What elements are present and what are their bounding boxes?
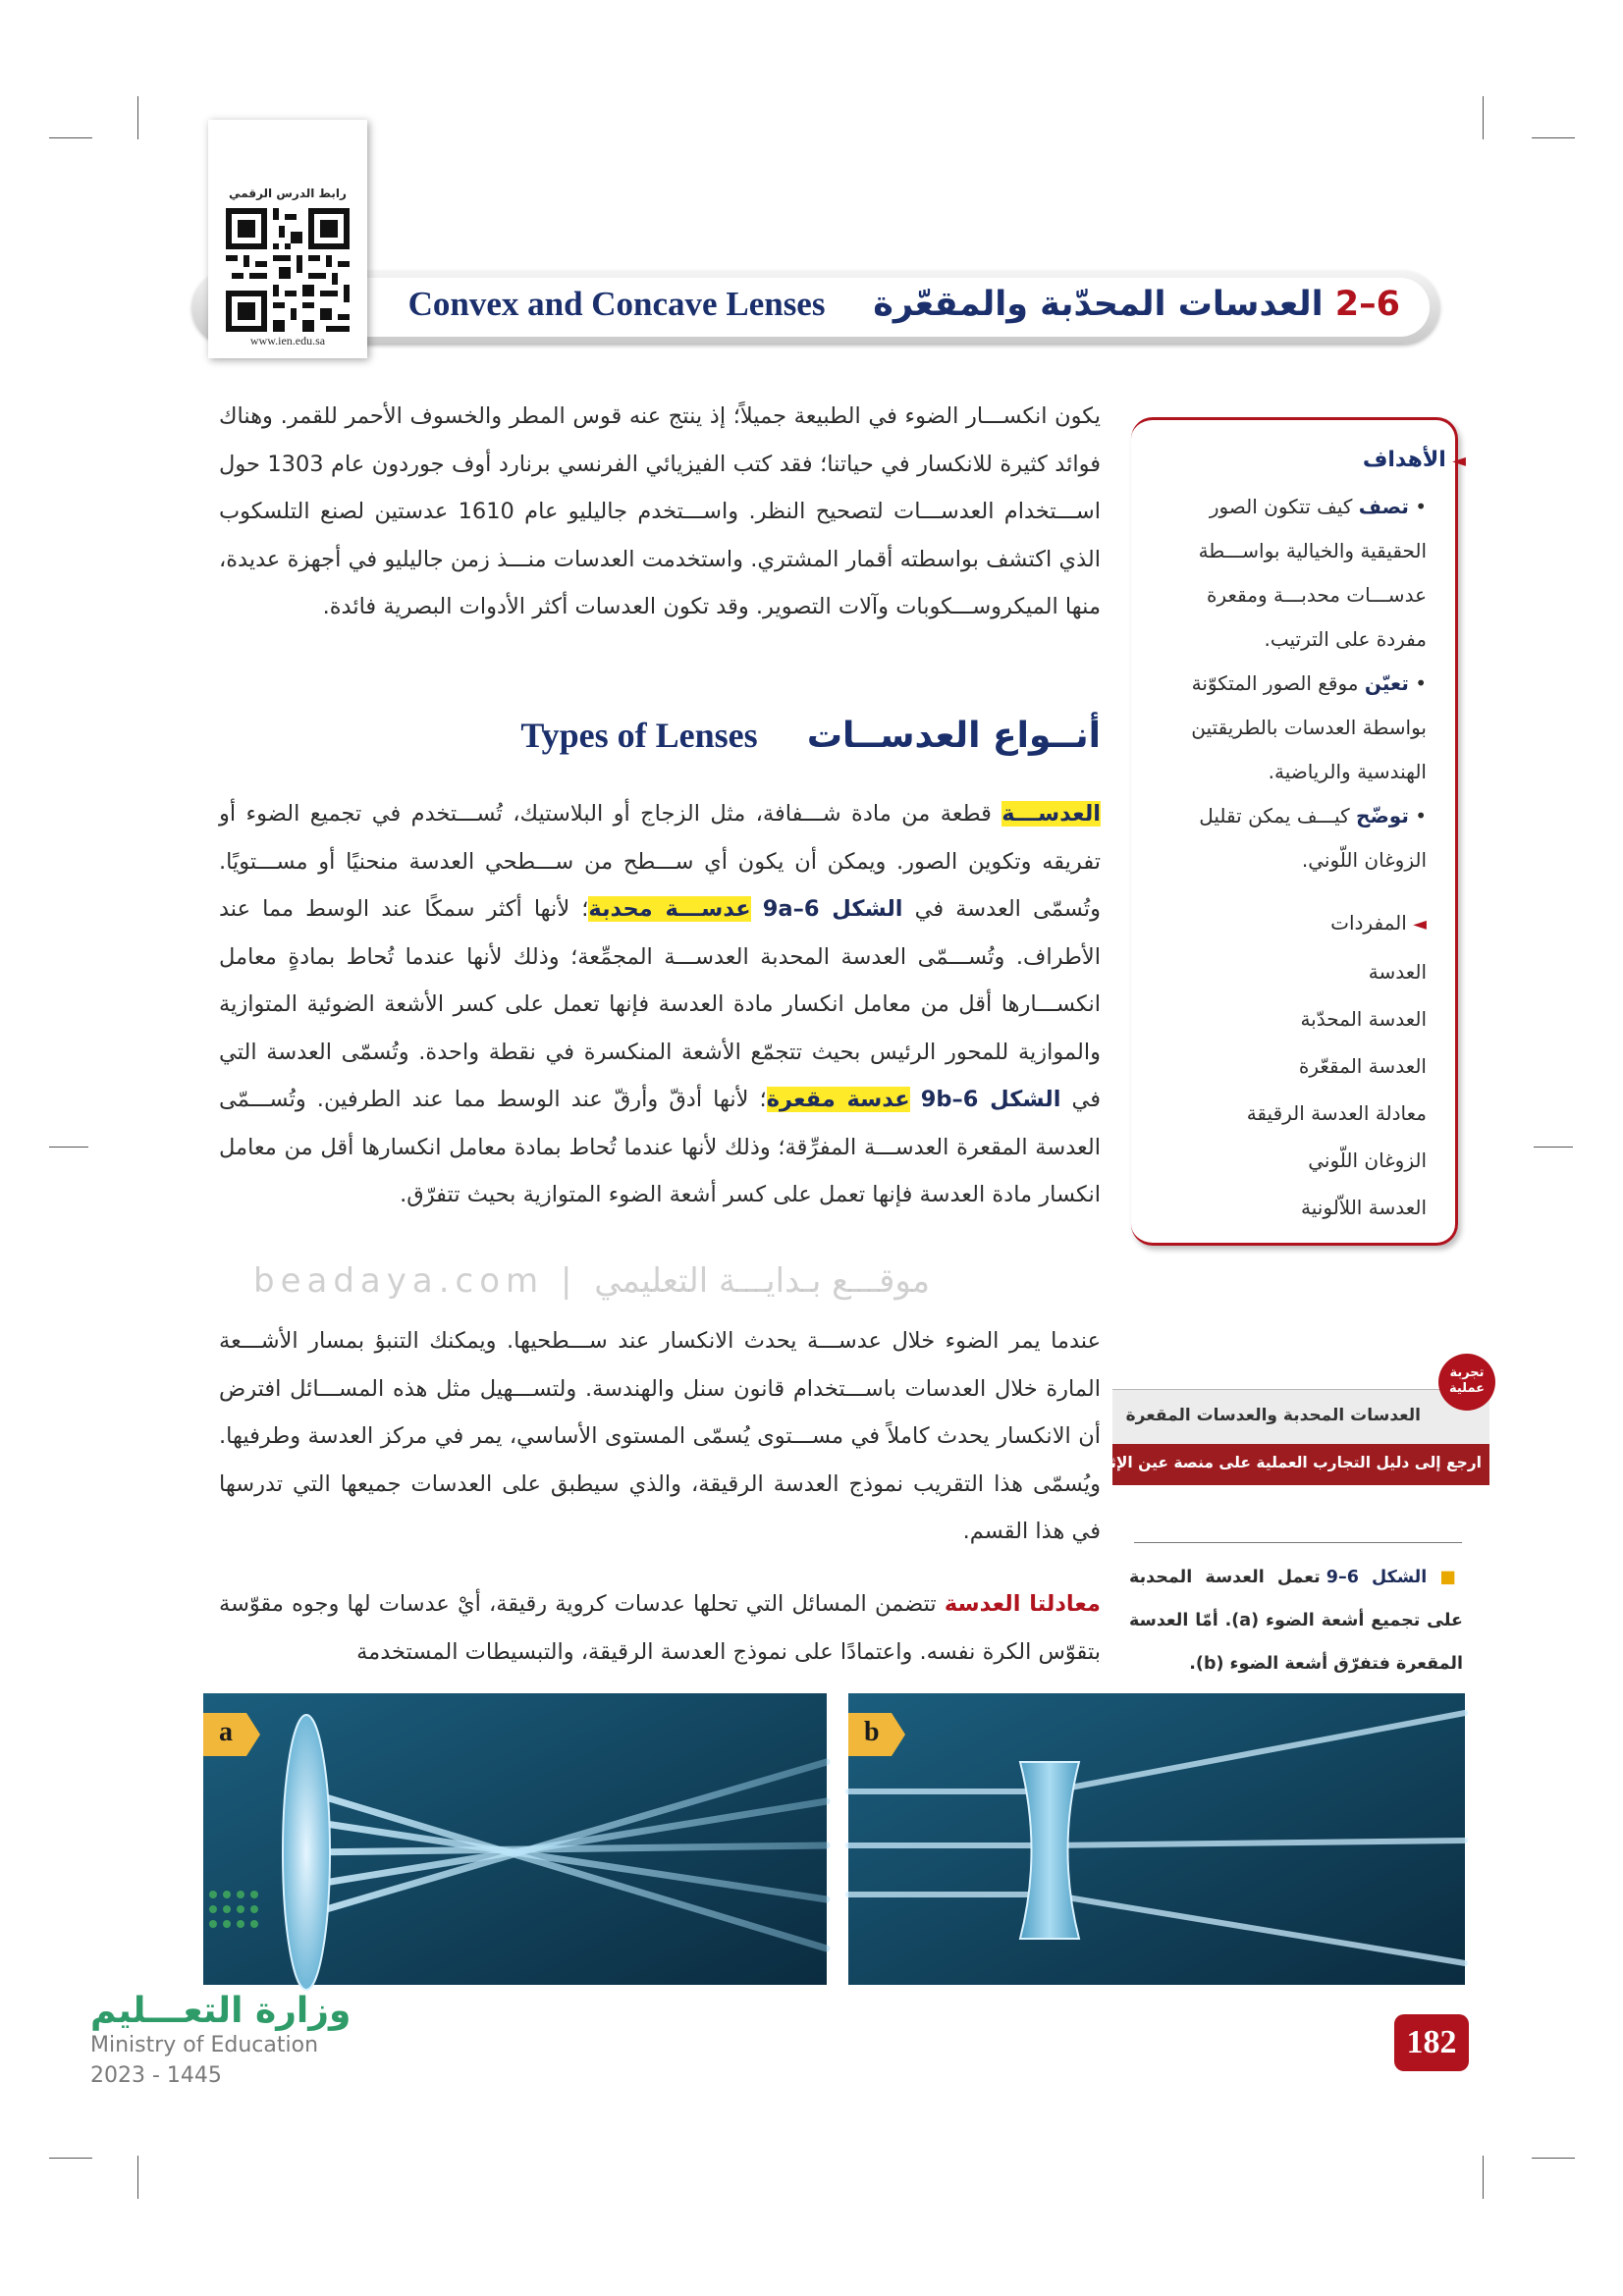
qr-caption: رابط الدرس الرقمي — [229, 187, 347, 200]
lens-equations-text: تتضمن المسائل التي تحلها عدسات كروية رقيقة، أيْ عدسات لها وجوه مقوّسة بتقوّس الكرة نفسه. واعتمادًا على نموذج العدسة الرقيقة، والتبسيطات المستخدمة — [219, 1591, 1101, 1665]
vocabulary-item: العدسة — [1368, 960, 1427, 984]
crop-mark — [49, 137, 92, 138]
snell-paragraph: عندما يمر الضوء خلال عدســـة يحدث الانكسار عند ســـطحيها. ويمكنك التنبؤ بمسار الأشـــعة المارة خلال العدسات باســـتخدام قانون سنل والهندسة. ولتســـهيل مثل هذه المســـائل افترض أن الانكسار يحدث كاملاً في مســـتوى يُسمّى المستوى الأساسي، يمر في مركز العدسة وطرفيها. ويُسمّى هذا التقريب نموذج العدسة الرقيقة، والذي سيطبق على العدسات جميعها التي تدرسها في هذا القسم. — [219, 1328, 1101, 1544]
watermark: beadaya.com | موقـــع بـدايـــة التعليمي — [253, 1261, 931, 1301]
ministry-name-en: Ministry of Education — [90, 2033, 319, 2057]
figure-caption — [1129, 1556, 1463, 1685]
qr-card[interactable] — [208, 120, 367, 358]
square-bullet-icon: ■ — [1439, 1568, 1463, 1587]
term-lens: العدســـة — [1001, 801, 1101, 827]
vocabulary-item: العدسة المقعّرة — [1298, 1054, 1427, 1078]
term-lens-equations: معادلتا العدسة — [944, 1591, 1101, 1617]
vocabulary-item: العدسة اللاّلونية — [1301, 1196, 1427, 1219]
edition-year: 2023 - 1445 — [90, 2063, 222, 2088]
ministry-name-ar: وزارة التعـــليم — [90, 1991, 352, 2031]
crop-mark — [49, 2158, 92, 2159]
types-heading — [520, 715, 1101, 756]
objective-item: • تعيّن موقع الصور المتكوّنة بواسطة العدسات بالطريقتين الهندسية والرياضية. — [1191, 671, 1427, 783]
crop-mark — [137, 2156, 138, 2199]
ministry-logo — [90, 1991, 351, 2088]
crop-mark — [1534, 1147, 1573, 1148]
types-text-2: ؛ لأنها أكثر سمكًا عند الوسط مما عند الأطراف. وتُســـمّى العدسة المحدبة العدســـة المجمِّعة؛ وذلك لأنها عندما تُحاط بمادةٍ معامل انكســـارها أقل من معامل انكسار مادة العدسة فإنها تعمل على كسر الأشعة الضوئية المتوازية والموازية للمحور الرئيس بحيث تتجمّع الأشعة المنكسرة في نقطة واحدة. وتُسمّى العدسة التي في — [219, 896, 1101, 1112]
figure-ref-a[interactable]: الشكل 6–9a — [762, 896, 903, 922]
figure-a-label: a — [219, 1717, 233, 1747]
triangle-bullet-icon: ◄ — [1413, 914, 1427, 934]
triangle-bullet-icon: ◄ — [1452, 451, 1466, 471]
vocabulary-item: معادلة العدسة الرقيقة — [1246, 1101, 1427, 1125]
experiment-box[interactable] — [1074, 1365, 1489, 1493]
term-concave-lens: عدسة مقعرة — [766, 1087, 910, 1112]
intro-paragraph: يكون انكســـار الضوء في الطبيعة جميلاً؛ إذ ينتج عنه قوس المطر والخسوف الأحمر للقمر. وهناك فوائد كثيرة للانكسار في حياتنا؛ فقد كتب الفيزيائي الفرنسي برنارد أوف جوردون عام 1303 حول اســـتخدام العدســـات لتصحيح النظر. واســـتخدم جاليليو عام 1610 عدستين لصنع التلسكوب الذي اكتشف بواسطته أقمار المشتري. واستخدمت العدسات منـــذ زمن جاليليو في أجهزة عديدة، منها الميكروســـكوبات وآلات التصوير. وقد تكون العدسات أكثر الأدوات البصرية فائدة. — [219, 403, 1101, 619]
objectives-heading-row — [1171, 438, 1466, 483]
experiment-badge: تجربة عملية — [1438, 1354, 1495, 1411]
figure-a-convex-lens — [203, 1693, 827, 1985]
vocabulary-list — [1171, 948, 1427, 1231]
term-convex-lens: عدســـة محدبة — [588, 896, 751, 922]
types-heading-ar: أنــواع العدســات — [806, 716, 1101, 756]
crop-mark — [137, 96, 138, 139]
experiment-bar-text: ارجع إلى دليل التجارب العملية على منصة عين الإثرائية — [1074, 1454, 1482, 1471]
vocabulary-heading: المفردات — [1330, 911, 1407, 934]
objective-item: • توضّح كيـــف يمكن تقليل الزوغان اللّوني. — [1199, 804, 1427, 872]
section-title-bar — [192, 271, 1439, 344]
crop-mark — [1483, 2156, 1484, 2199]
types-heading-en: Types of Lenses — [520, 716, 758, 755]
vocabulary-item: العدسة المحدّبة — [1300, 1007, 1427, 1031]
caption-label: الشكل 6–9 — [1325, 1568, 1428, 1587]
experiment-title-strip — [1112, 1389, 1489, 1446]
figure-ref-b[interactable]: الشكل 6–9b — [920, 1087, 1061, 1112]
section-number: 6–2 — [1334, 285, 1400, 324]
vocabulary-heading-row — [1171, 901, 1427, 946]
figure-b-concave-lens — [848, 1693, 1465, 1985]
section-title-ar: العدسات المحدّبة والمقعّرة — [873, 285, 1324, 324]
page-number: 182 — [1394, 2014, 1469, 2071]
crop-mark — [1532, 2158, 1575, 2159]
crop-mark — [1483, 96, 1484, 139]
caption-rule — [1134, 1542, 1462, 1543]
objectives-heading: الأهداف — [1362, 448, 1446, 472]
lens-equations-paragraph — [219, 1580, 1101, 1676]
section-title — [408, 285, 1400, 324]
concave-lens-illustration — [848, 1693, 1465, 1985]
objective-item: • تصف كيف تتكون الصور الحقيقية والخيالية بواســـطة عدســـات محدبـــة ومقعرة مفردة على الترتيب. — [1198, 495, 1427, 651]
types-text-1: قطعة من مادة شـــفافة، مثل الزجاج أو البلاستيك، تُســـتخدم في تجميع الضوء أو تفريقه وتكوين الصور. ويمكن أن يكون أي ســـطح من ســـطحي العدسة منحنيًا أو مســـتويًا. وتُسمّى العدسة في — [219, 801, 1101, 922]
section-title-en: Convex and Concave Lenses — [407, 285, 826, 323]
vocabulary-item: الزوغان اللّوني — [1308, 1148, 1427, 1172]
crop-mark — [1532, 137, 1575, 138]
objectives-list — [1171, 485, 1427, 882]
types-paragraph — [219, 790, 1101, 1219]
qr-url[interactable]: www.ien.edu.sa — [249, 334, 326, 347]
convex-lens-illustration — [203, 1693, 827, 1985]
crop-mark — [49, 1147, 88, 1148]
qr-code-icon[interactable] — [226, 208, 350, 332]
caption-text: تعمل العدسة المحدبة على تجميع أشعة الضوء (a). أمّا العدسة المقعرة فتفرّق أشعة الضوء (b). — [1129, 1568, 1463, 1674]
experiment-title: العدسات المحدبة والعدسات المقعرة — [1125, 1406, 1421, 1425]
figure-b-label: b — [864, 1717, 880, 1747]
types-text-3: ؛ لأنها أدقّ وأرقّ عند الوسط مما عند الطرفين. وتُســـمّى العدسة المقعرة العدســـة المفرِّقة؛ وذلك لأنها عندما تُحاط بمادة معامل انكسارها أقل من معامل انكسار مادة العدسة فإنها تعمل على كسر أشعة الضوء المتوازية بحيث تتفرّق. — [219, 1087, 1101, 1207]
experiment-bar — [1074, 1444, 1489, 1485]
